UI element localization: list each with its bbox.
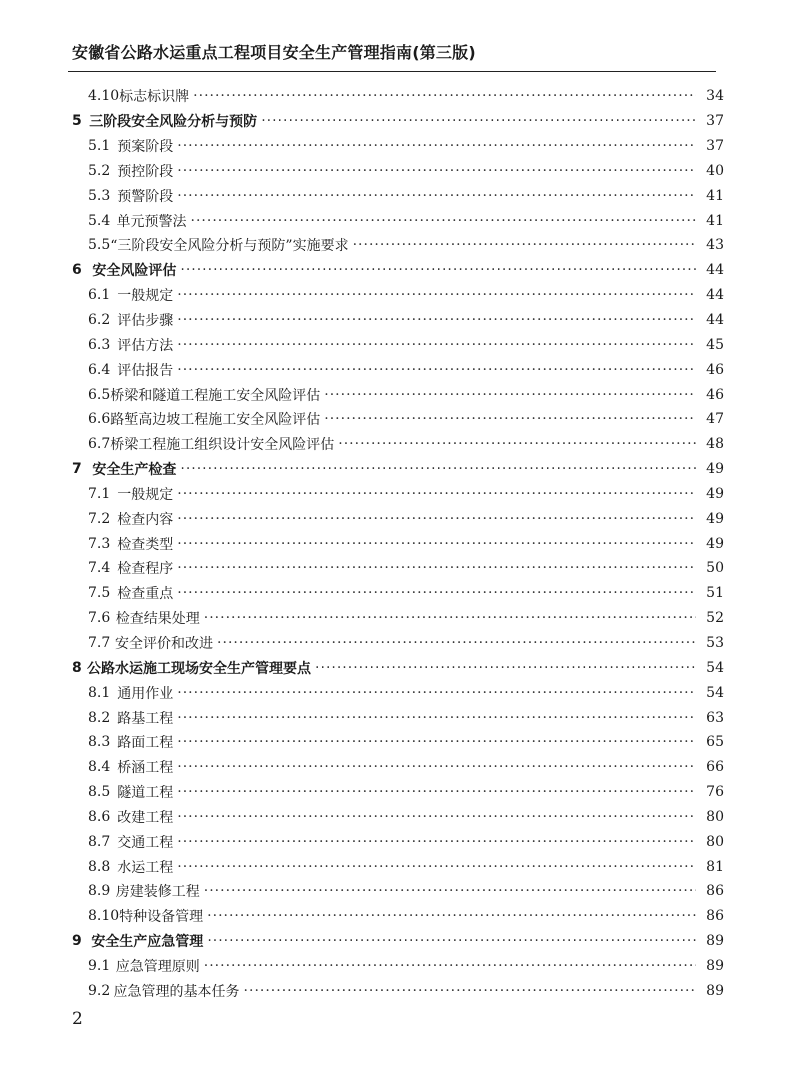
toc-section-row [72,631,724,656]
toc-leader-dots [177,734,696,750]
toc-entry-number: 6.7 [88,436,111,453]
toc-entry-page: 53 [706,634,724,651]
toc-entry-title: 检查结果处理 [115,611,200,628]
toc-leader-dots [217,635,696,651]
toc-entry-page: 46 [706,386,724,403]
toc-section-row [72,556,724,581]
toc-entry-title: 交通工程 [117,834,174,851]
toc-leader-dots [177,685,696,701]
toc-leader-dots [177,362,696,378]
toc-section-row [72,531,724,556]
toc-leader-dots [204,610,696,626]
header-divider [68,71,716,72]
toc-entry-page: 48 [706,436,724,453]
toc-entry-page: 63 [706,709,724,726]
toc-entry-number: 7.5 [88,585,111,602]
toc-section-row [72,730,724,755]
toc-entry-title: 应急管理的基本任务 [113,983,240,1000]
toc-leader-dots [177,312,696,328]
toc-entry-page: 41 [706,212,724,229]
toc-entry-number: 8.6 [88,808,111,825]
toc-entry-title: 应急管理原则 [115,958,200,975]
toc-entry-title: 隧道工程 [117,785,174,802]
toc-entry-page: 49 [706,461,724,478]
toc-section-row [72,308,724,333]
toc-section-row [72,357,724,382]
toc-entry-page: 54 [706,659,724,676]
toc-leader-dots [177,511,696,527]
toc-entry-title: 改建工程 [117,809,174,826]
toc-leader-dots [177,784,696,800]
toc-entry-page: 80 [706,833,724,850]
toc-entry-title: 标志标识牌 [119,89,190,106]
toc-leader-dots [353,237,696,253]
toc-entry-title: 安全生产检查 [92,462,177,479]
toc-entry-page: 49 [706,535,724,552]
toc-entry-page: 89 [706,933,724,950]
toc-leader-dots [204,958,696,974]
toc-entry-page: 37 [706,138,724,155]
page-number: 2 [72,1009,83,1029]
toc-section-row [72,84,724,109]
toc-section-row [72,854,724,879]
toc-entry-title: 一般规定 [117,486,174,503]
toc-chapter-row [72,109,724,134]
toc-section-row [72,332,724,357]
toc-leader-dots [180,262,696,278]
toc-entry-title: 评估方法 [117,337,174,354]
toc-entry-number: 5.1 [88,138,111,155]
toc-entry-title: 特种设备管理 [119,909,204,926]
toc-entry-number: 7.1 [88,485,111,502]
toc-entry-title: 路基工程 [117,710,174,727]
toc-entry-title: 通用作业 [117,685,174,702]
toc-entry-page: 66 [706,759,724,776]
toc-entry-number: 7.2 [88,510,111,527]
toc-entry-number: 7.6 [88,610,111,627]
toc-leader-dots [177,560,696,576]
toc-entry-page: 44 [706,287,724,304]
toc-section-row [72,829,724,854]
toc-entry-title: 安全生产应急管理 [91,934,204,951]
toc-entry-page: 49 [706,485,724,502]
toc-leader-dots [177,809,696,825]
toc-leader-dots [177,138,696,154]
toc-entry-page: 86 [706,883,724,900]
toc-entry-number: 6.6 [88,411,111,428]
toc-entry-number: 6.5 [88,386,111,403]
toc-section-row [72,904,724,929]
toc-entry-title: 房建装修工程 [115,884,200,901]
toc-entry-number: 8.10 [88,908,120,925]
toc-section-row [72,382,724,407]
toc-entry-number: 6.4 [88,361,111,378]
toc-leader-dots [207,908,696,924]
toc-entry-page: 76 [706,784,724,801]
toc-chapter-row [72,655,724,680]
toc-leader-dots [244,983,696,999]
toc-entry-title: 预控阶段 [117,163,174,180]
toc-entry-number: 8.8 [88,858,111,875]
toc-entry-number: 4.10 [88,88,120,105]
toc-leader-dots [207,933,696,949]
toc-section-row [72,208,724,233]
toc-entry-number: 5.5 [88,237,111,254]
toc-entry-page: 52 [706,610,724,627]
toc-entry-title: 桥梁和隧道工程施工安全风险评估 [110,387,321,404]
toc-entry-title: 检查类型 [117,536,174,553]
toc-entry-page: 49 [706,510,724,527]
toc-entry-number: 6.3 [88,336,111,353]
toc-entry-page: 37 [706,113,724,130]
toc-leader-dots [177,536,696,552]
toc-section-row [72,233,724,258]
toc-leader-dots [177,759,696,775]
toc-leader-dots [177,859,696,875]
toc-section-row [72,755,724,780]
toc-entry-number: 7.4 [88,560,111,577]
toc-leader-dots [338,436,696,452]
toc-entry-number: 9 [72,933,82,950]
toc-entry-title: “三阶段安全风险分析与预防”实施要求 [110,238,349,255]
toc-section-row [72,879,724,904]
toc-entry-number: 8.7 [88,833,111,850]
toc-entry-title: 路堑高边坡工程施工安全风险评估 [110,412,321,429]
toc-chapter-row [72,929,724,954]
toc-entry-page: 65 [706,734,724,751]
toc-entry-title: 评估报告 [117,362,174,379]
toc-entry-number: 7.3 [88,535,111,552]
toc-chapter-row [72,258,724,283]
toc-entry-page: 43 [706,237,724,254]
toc-entry-number: 8 [72,659,82,676]
toc-leader-dots [177,710,696,726]
toc-leader-dots [204,883,696,899]
toc-entry-title: 安全评价和改进 [115,635,214,652]
toc-entry-number: 6 [72,262,82,279]
toc-entry-page: 89 [706,982,724,999]
toc-entry-number: 5.3 [88,187,111,204]
toc-section-row [72,954,724,979]
toc-entry-title: 预案阶段 [117,139,174,156]
toc-section-row [72,680,724,705]
toc-leader-dots [177,486,696,502]
toc-entry-title: 安全风险评估 [92,263,177,280]
toc-section-row [72,581,724,606]
toc-entry-page: 44 [706,312,724,329]
toc-entry-number: 8.4 [88,759,111,776]
toc-entry-number: 8.3 [88,734,111,751]
toc-leader-dots [324,387,696,403]
toc-entry-number: 8.2 [88,709,111,726]
toc-section-row [72,606,724,631]
toc-entry-title: 预警阶段 [117,188,174,205]
toc-leader-dots [191,213,696,229]
toc-leader-dots [177,287,696,303]
toc-entry-page: 51 [706,585,724,602]
toc-entry-page: 46 [706,361,724,378]
toc-leader-dots [261,113,696,129]
toc-entry-title: 三阶段安全风险分析与预防 [89,114,258,131]
toc-entry-page: 47 [706,411,724,428]
toc-entry-title: 公路水运施工现场安全生产管理要点 [87,660,312,677]
toc-leader-dots [315,660,696,676]
toc-section-row [72,432,724,457]
toc-entry-page: 40 [706,162,724,179]
toc-entry-title: 路面工程 [117,735,174,752]
toc-section-row [72,978,724,1003]
toc-entry-title: 单元预警法 [116,213,187,230]
toc-leader-dots [177,188,696,204]
toc-entry-title: 桥梁工程施工组织设计安全风险评估 [110,437,335,454]
toc-entry-page: 81 [706,858,724,875]
toc-chapter-row [72,457,724,482]
toc-entry-title: 检查程序 [117,561,174,578]
toc-entry-page: 34 [706,88,724,105]
toc-entry-title: 检查重点 [117,586,174,603]
toc-entry-page: 86 [706,908,724,925]
toc-entry-number: 6.1 [88,287,111,304]
toc-section-row [72,780,724,805]
toc-entry-number: 8.1 [88,684,111,701]
toc-leader-dots [193,88,696,104]
toc-entry-title: 检查内容 [117,511,174,528]
toc-entry-number: 5.2 [88,162,111,179]
toc-leader-dots [324,411,696,427]
toc-entry-number: 5.4 [88,212,111,229]
toc-section-row [72,705,724,730]
toc-section-row [72,804,724,829]
toc-leader-dots [177,337,696,353]
toc-entry-title: 评估步骤 [117,313,174,330]
toc-entry-page: 44 [706,262,724,279]
toc-leader-dots [177,163,696,179]
toc-entry-page: 50 [706,560,724,577]
toc-entry-number: 9.2 [88,982,111,999]
toc-entry-number: 8.9 [88,883,111,900]
toc-section-row [72,183,724,208]
toc-entry-number: 9.1 [88,957,111,974]
toc-entry-title: 水运工程 [117,859,174,876]
toc-entry-number: 7.7 [88,634,111,651]
toc-entry-page: 89 [706,957,724,974]
toc-section-row [72,506,724,531]
toc-entry-number: 6.2 [88,312,111,329]
toc-leader-dots [177,834,696,850]
toc-entry-page: 41 [706,187,724,204]
toc-entry-number: 7 [72,461,82,478]
toc-entry-title: 桥涵工程 [117,760,174,777]
toc-section-row [72,407,724,432]
toc-leader-dots [177,585,696,601]
toc-entry-number: 5 [72,113,82,130]
toc-entry-page: 54 [706,684,724,701]
toc-section-row [72,482,724,507]
toc-section-row [72,283,724,308]
toc-section-row [72,159,724,184]
toc-entry-page: 45 [706,336,724,353]
toc-entry-number: 8.5 [88,784,111,801]
toc-entry-title: 一般规定 [117,288,174,305]
running-header: 安徽省公路水运重点工程项目安全生产管理指南(第三版) [72,43,476,62]
toc-section-row [72,134,724,159]
toc-leader-dots [180,461,696,477]
toc-entry-page: 80 [706,808,724,825]
table-of-contents [72,84,724,1003]
